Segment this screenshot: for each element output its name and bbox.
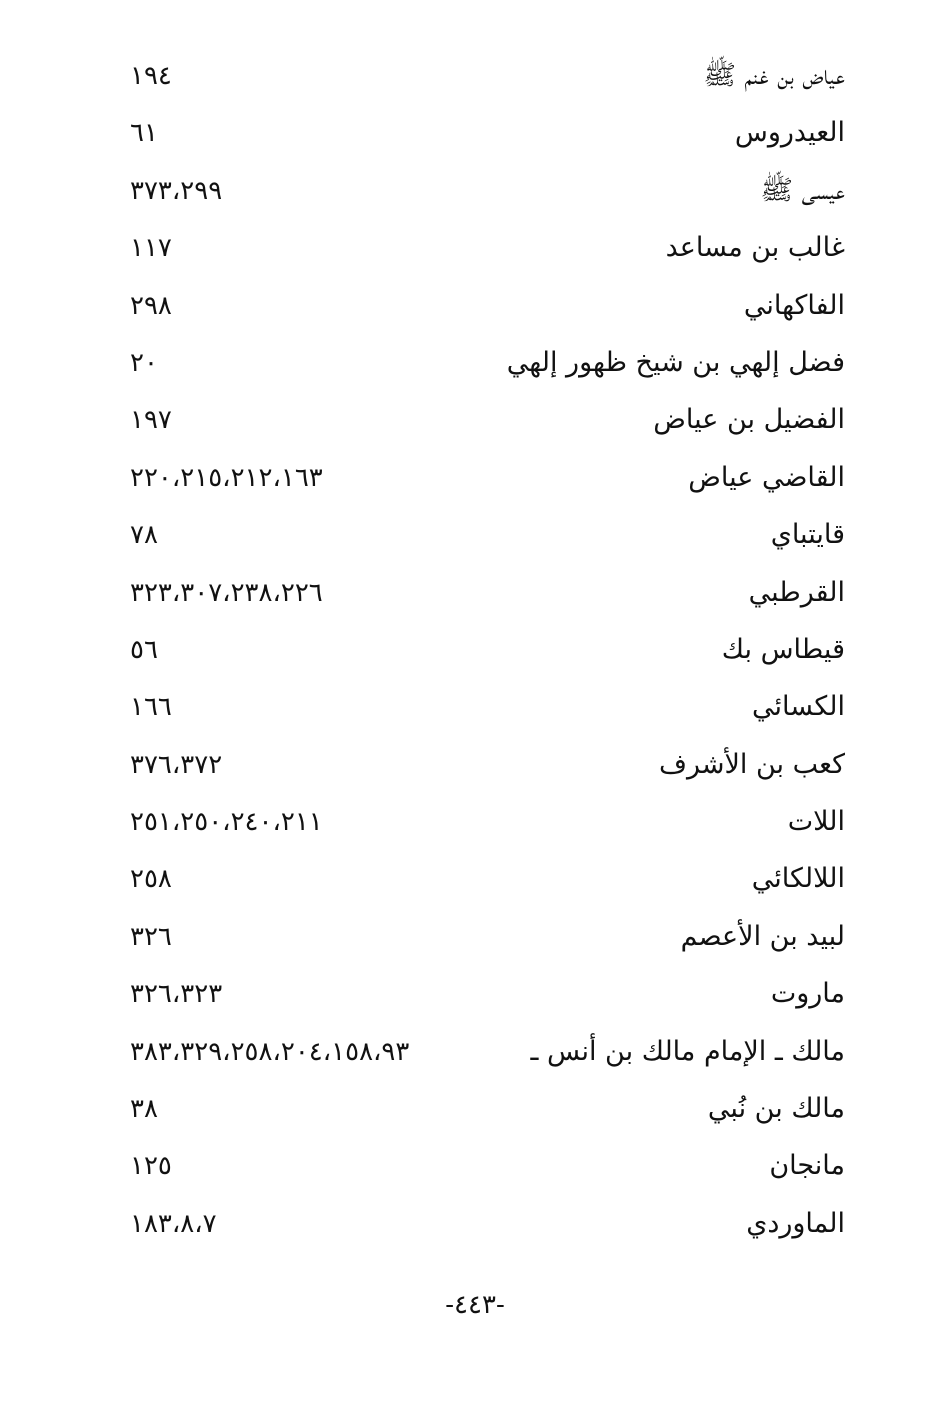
index-entry (0, 507, 950, 564)
entry-pages: ٢٥١،٢٥٠،٢٤٠،٢١١ (130, 807, 323, 838)
entry-pages: ٣٧٣،٢٩٩ (130, 175, 223, 206)
entry-pages: ٦١ (130, 118, 158, 149)
index-entry (0, 1196, 950, 1253)
index-entry (0, 565, 950, 622)
index-entry (0, 966, 950, 1023)
entry-pages: ١١٧ (130, 233, 172, 264)
entry-pages: ٣٧٦،٣٧٢ (130, 749, 223, 780)
entry-name: مالك بن نُبي (707, 1093, 845, 1125)
entry-name: قيطاس بك (721, 633, 845, 665)
entry-pages: ١٢٥ (130, 1151, 172, 1182)
index-entry (0, 105, 950, 162)
entry-name: مانجان (769, 1150, 845, 1182)
entry-name: لبيد بن الأعصم (680, 920, 845, 952)
entry-name: قايتباي (770, 519, 845, 551)
index-entry (0, 163, 950, 220)
entry-pages: ٣٨٣،٣٢٩،٢٥٨،٢٠٤،١٥٨،٩٣ (130, 1036, 410, 1067)
entry-name: القرطبي (748, 576, 845, 608)
entry-name: اللالكائي (751, 863, 845, 895)
index-entry (0, 450, 950, 507)
index-list (0, 48, 950, 1253)
entry-pages: ١٩٧ (130, 405, 172, 436)
entry-pages: ٧٨ (130, 520, 158, 551)
entry-name: عياض بن غنم ﷺ (703, 60, 845, 91)
index-entry (0, 909, 950, 966)
entry-pages: ١٩٤ (130, 61, 172, 91)
entry-name: فضل إلهي بن شيخ ظهور إلهي (506, 346, 845, 378)
entry-pages: ٣٨ (130, 1094, 158, 1125)
index-entry (0, 1081, 950, 1138)
entry-pages: ٢٢٠،٢١٥،٢١٢،١٦٣ (130, 462, 323, 493)
entry-pages: ٢٩٨ (130, 290, 172, 321)
entry-name: الماوردي (746, 1207, 845, 1239)
entry-name: غالب بن مساعد (665, 232, 845, 264)
entry-name: الفاكهاني (743, 289, 845, 321)
page-number: -٤٤٣- (445, 1290, 505, 1320)
entry-pages: ٥٦ (130, 634, 158, 665)
index-entry (0, 48, 950, 105)
entry-name: اللات (787, 806, 845, 838)
entry-name: العيدروس (734, 117, 845, 149)
index-entry (0, 737, 950, 794)
index-entry (0, 1024, 950, 1081)
index-entry (0, 851, 950, 908)
entry-name: ماروت (770, 978, 845, 1010)
entry-pages: ٢٥٨ (130, 864, 172, 895)
entry-pages: ٣٢٦،٣٢٣ (130, 979, 223, 1010)
index-entry (0, 278, 950, 335)
entry-name: القاضي عياض (688, 461, 845, 493)
entry-name: مالك ـ الإمام مالك بن أنس ـ (530, 1035, 845, 1067)
index-entry (0, 392, 950, 449)
index-entry (0, 679, 950, 736)
entry-pages: ١٦٦ (130, 692, 172, 723)
entry-name: الكسائي (752, 691, 845, 723)
entry-name: عيسى ﷺ (760, 174, 845, 206)
index-entry (0, 622, 950, 679)
index-entry (0, 220, 950, 277)
entry-name: الفضيل بن عياض (653, 404, 845, 436)
entry-pages: ٢٠ (130, 347, 158, 378)
entry-pages: ٣٢٣،٣٠٧،٢٣٨،٢٢٦ (130, 577, 323, 608)
index-entry (0, 794, 950, 851)
entry-name: كعب بن الأشرف (658, 748, 845, 780)
entry-pages: ١٨٣،٨،٧ (130, 1208, 217, 1239)
index-entry (0, 335, 950, 392)
entry-pages: ٣٢٦ (130, 921, 172, 952)
index-entry (0, 1138, 950, 1195)
